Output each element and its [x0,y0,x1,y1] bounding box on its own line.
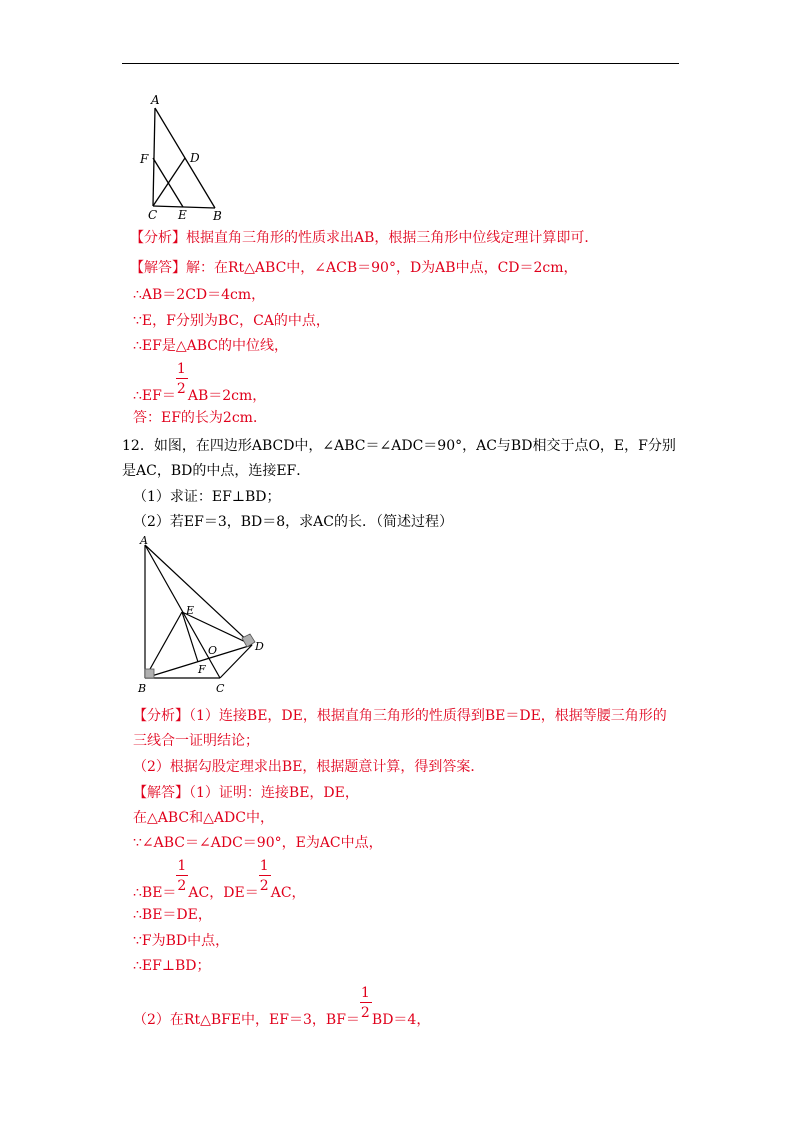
fraction-half [176,361,188,400]
fraction-half [360,985,372,1024]
frac-den: 2 [176,381,186,397]
label-c: C [216,682,225,695]
label-e: E [186,604,195,617]
frac-num: 1 [176,361,186,377]
p12-line6: ∵F为BD中点， [133,933,230,949]
p12-stem-line2: 是AC，BD的中点，连接EF． [122,463,311,479]
figure-triangle-abc [130,88,240,223]
p12-line8 [133,985,431,1029]
label-o: O [208,644,218,657]
header-rule [122,63,679,64]
p11-line6: 答：EF的长为2cm． [133,410,267,426]
p11-analysis-text: 根据直角三角形的性质求出AB，根据三角形中位线定理计算即可． [186,230,599,246]
p12-analysis-tag: 【分析】 [133,708,189,724]
label-f: F [198,663,206,676]
p11-line5-prefix: ∴EF＝ [133,388,176,404]
label-b: B [213,209,222,223]
p12-question1: （1）求证：EF⊥BD； [133,489,281,505]
label-d: D [190,151,200,165]
figure-quadrilateral-abcd [130,530,280,700]
p12-line7: ∴EF⊥BD； [133,958,211,974]
label-a: A [140,534,148,547]
p11-line5 [133,361,267,405]
p12-line4-suffix: AC， [270,885,306,901]
p11-analysis-tag: 【分析】 [130,230,186,246]
label-c: C [148,208,158,222]
p12-line8-suffix: BD＝4， [371,1012,431,1028]
p12-stem-text: 如图，在四边形ABCD中，∠ABC＝∠ADC＝90°，AC与BD相交于点O，E，F分别 [153,438,676,454]
p12-analysis-line2: 三线合一证明结论； [133,733,259,749]
p12-answer-line1 [133,784,359,802]
p12-line5: ∴BE＝DE， [133,907,212,923]
p11-analysis [130,229,598,247]
frac-den: 2 [259,878,269,894]
label-b: B [138,682,147,695]
p12-line4 [133,858,306,902]
p12-analysis-line3: （2）根据勾股定理求出BE，根据题意计算，得到答案． [133,759,485,775]
p12-question2: （2）若EF＝3，BD＝8，求AC的长．（简述过程） [133,514,453,530]
right-angle-b [145,669,154,678]
p12-line3: ∵∠ABC＝∠ADC＝90°，E为AC中点， [133,835,383,851]
p11-line4: ∴EF是△ABC的中位线， [133,338,288,354]
p11-answer-line1 [130,259,578,277]
frac-num: 1 [360,985,370,1001]
fraction-half [259,858,271,897]
frac-den: 2 [177,878,187,894]
label-d: D [255,640,264,653]
p11-answer-text: 解：在Rt△ABC中，∠ACB＝90°，D为AB中点，CD＝2cm， [186,260,578,276]
p11-line2: ∴AB＝2CD＝4cm， [133,287,266,303]
p11-line3: ∵E，F分别为BC，CA的中点， [133,313,330,329]
p12-line8-prefix: （2）在Rt△BFE中，EF＝3，BF＝ [133,1012,360,1028]
frac-num: 1 [259,858,269,874]
frac-den: 2 [360,1005,370,1021]
label-a: A [151,93,160,107]
p12-answer-tag: 【解答】 [133,785,189,801]
fraction-half [176,858,188,897]
p12-line4-mid: AC，DE＝ [188,885,259,901]
p12-answer-text: （1）证明：连接BE，DE， [189,785,359,801]
p12-analysis-text: （1）连接BE，DE，根据直角三角形的性质得到BE＝DE，根据等腰三角形的 [189,708,667,724]
p12-analysis-line1 [133,707,667,725]
p11-line5-suffix: AB＝2cm， [187,388,267,404]
right-angle-d [242,634,255,647]
label-e: E [178,208,187,222]
p11-answer-tag: 【解答】 [130,260,186,276]
p12-line4-prefix: ∴BE＝ [133,885,177,901]
label-f: F [140,152,149,166]
p12-number: 12． [122,438,154,454]
frac-num: 1 [177,858,187,874]
p12-line2: 在△ABC和△ADC中， [133,810,274,826]
p12-stem-line1 [122,437,676,455]
